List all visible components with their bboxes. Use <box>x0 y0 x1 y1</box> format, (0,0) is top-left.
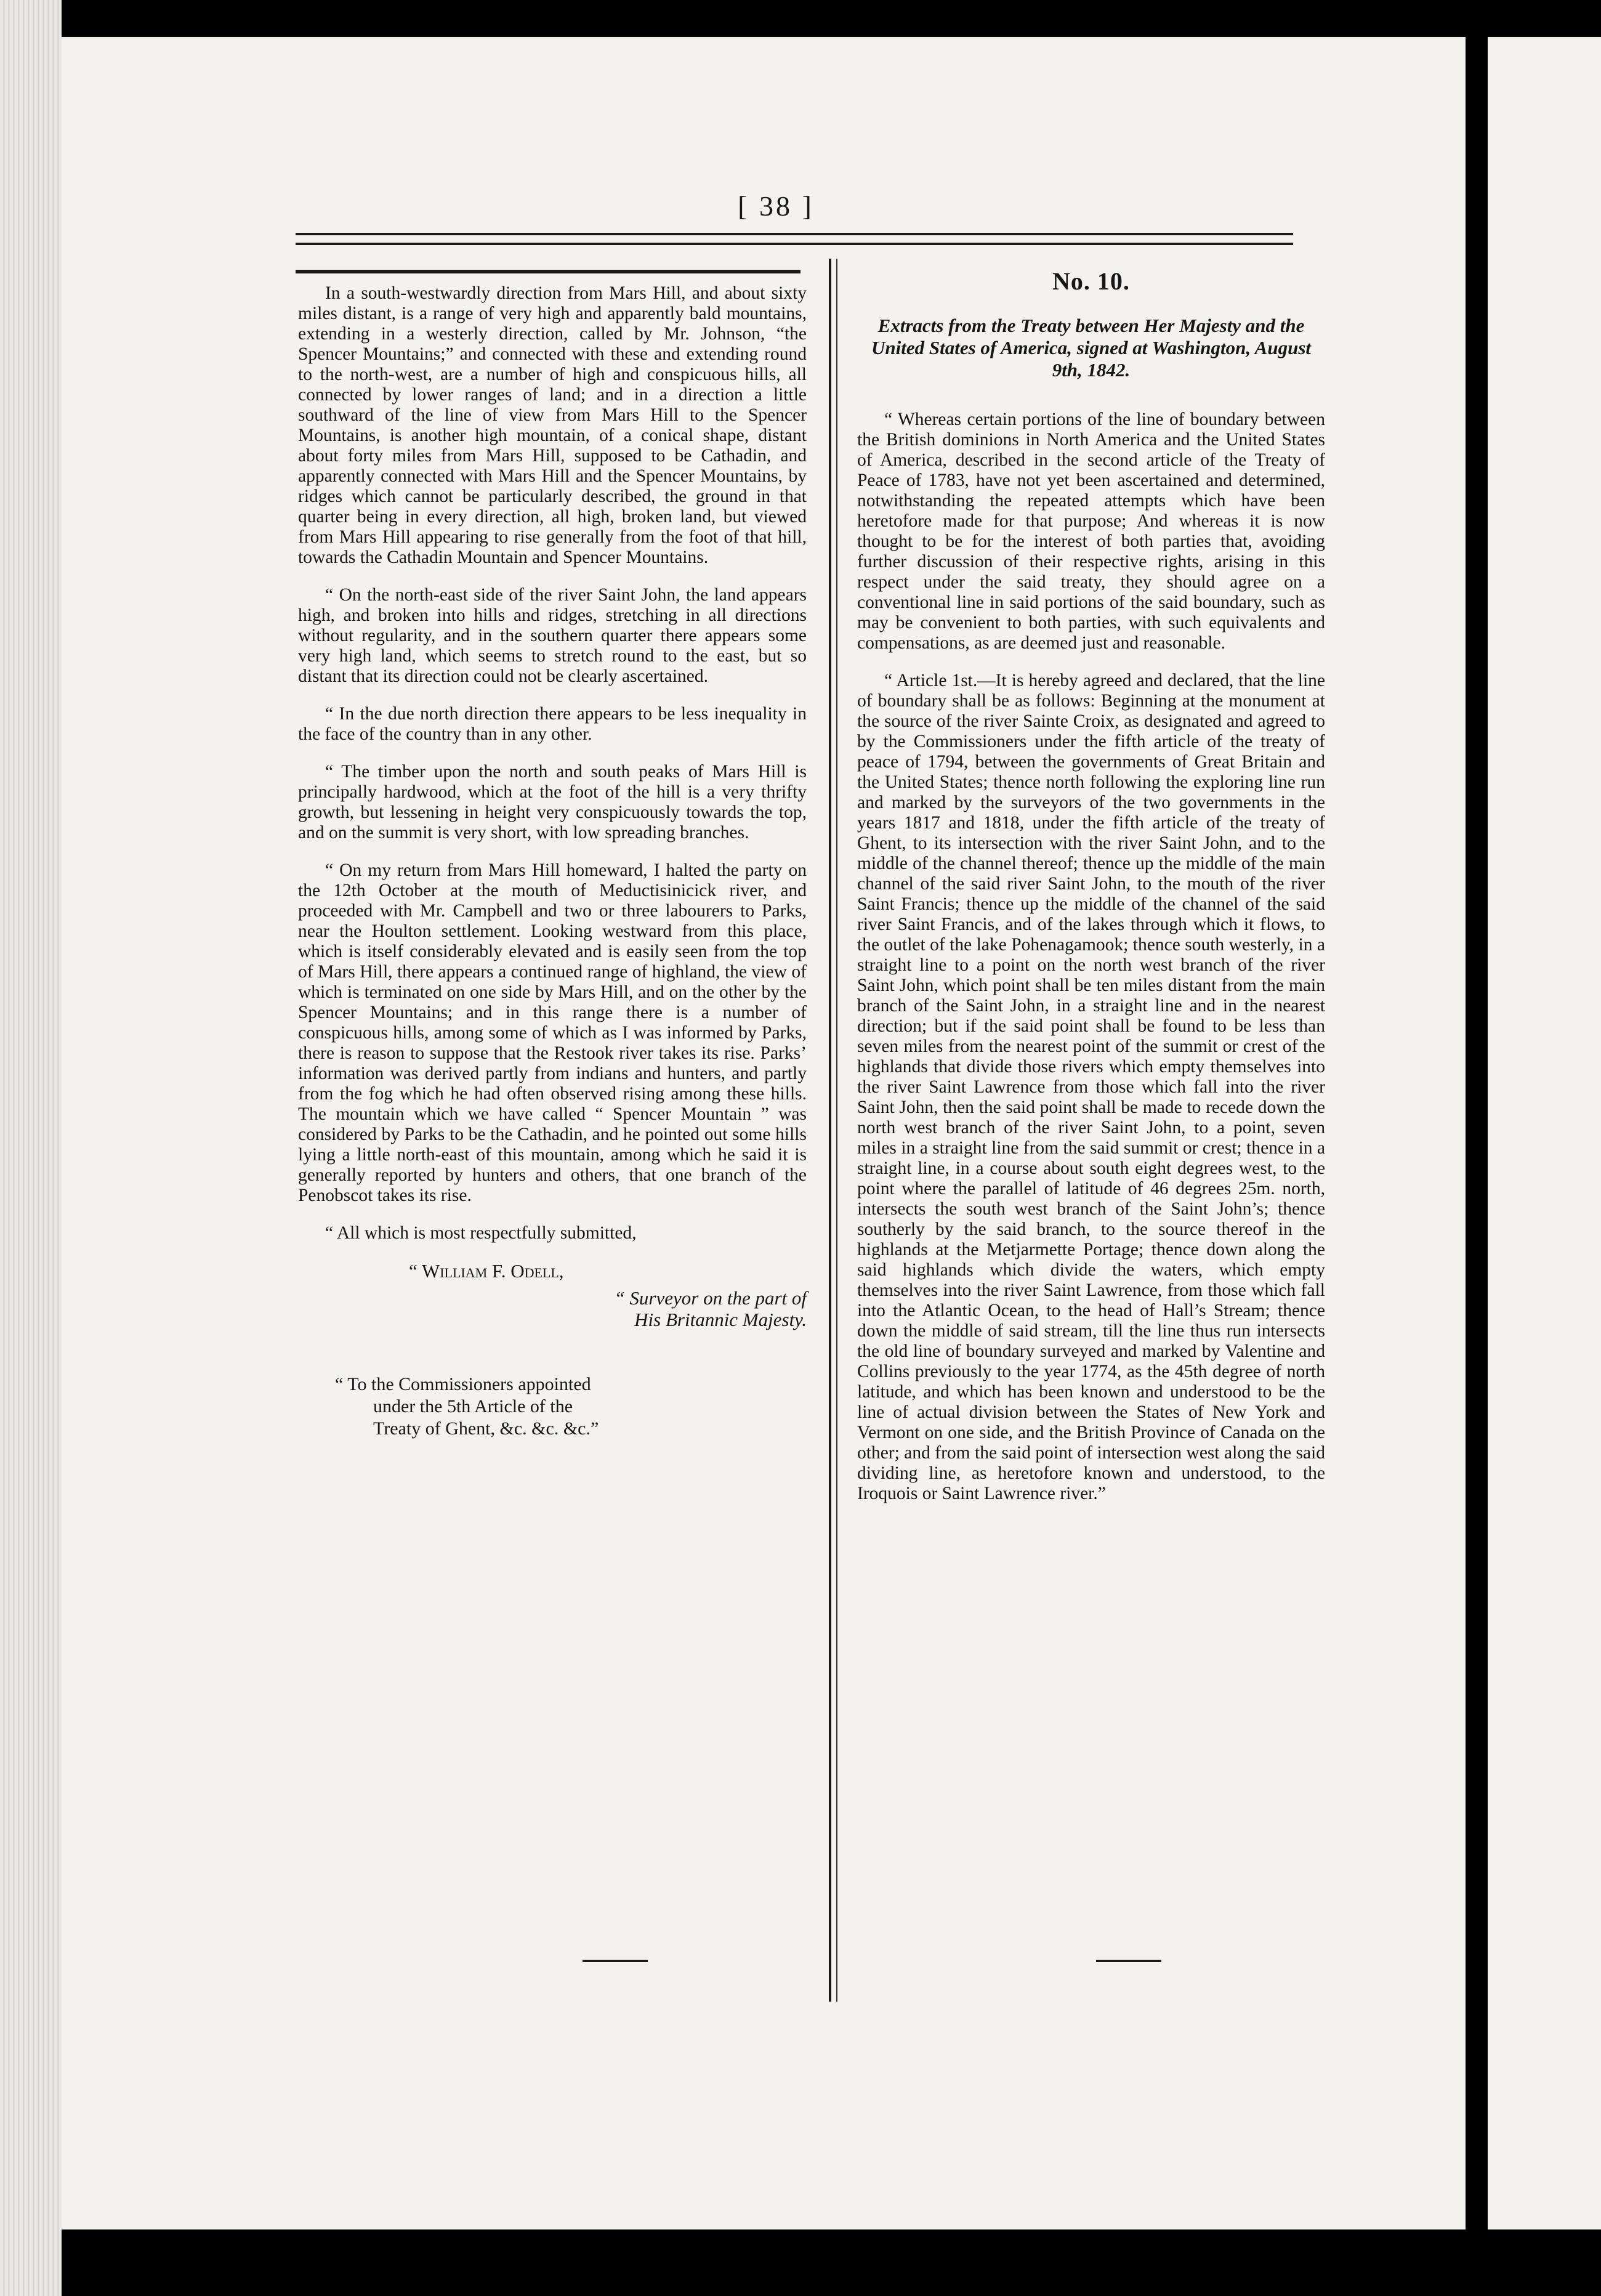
end-rule-left <box>583 1960 648 1962</box>
section-subheading: Extracts from the Treaty between Her Majesty and the United States of America, signed at Washington, August 9th, 1842. <box>871 315 1311 381</box>
signature-name: “ William F. Odell, <box>409 1260 564 1282</box>
column-divider <box>829 259 831 2002</box>
address-line: under the 5th Article of the <box>373 1396 573 1417</box>
closing-line: “ All which is most respectfully submitted, <box>325 1223 637 1243</box>
page-number: [ 38 ] <box>738 190 814 222</box>
section-heading: No. 10. <box>1052 267 1130 295</box>
signature-title-line: His Britannic Majesty. <box>634 1309 807 1330</box>
paragraph: “ On the north-east side of the river Saint John, the land appears high, and broken into hills and ridges, stretching in all directions without regularity, and in the southern quarter there appears some very high land, which seems to stretch round to the east, but so distant that its direction could not be clearly ascertained. <box>298 585 807 686</box>
signature-title-line: “ Surveyor on the part of <box>614 1287 807 1309</box>
right-column <box>857 267 1325 1521</box>
paragraph: “ On my return from Mars Hill homeward, I halted the party on the 12th October at the mouth of Meductisinicick river, and proceeded with Mr. Campbell and two or three labourers to Parks, near the Houlton settlement. Looking westward from this place, which is itself considerably elevated and is easily seen from the top of Mars Hill, there appears a continued range of highland, the view of which is terminated on one side by Mars Hill, and on the other by the Spencer Mountains; and in this range there is a number of conspicuous hills, among some of which as I was informed by Parks, there is reason to suppose that the Restook river takes its rise. Parks’ information was derived partly from indians and hunters, and partly from the fog which he had often observed rising among these hills. The mountain which we have called “ Spencer Mountain ” was considered by Parks to be the Cathadin, and he pointed out some hills lying a little north-east of this mountain, among which he said it is generally reported by hunters and others, that one branch of the Penobscot takes its rise. <box>298 860 807 1205</box>
paragraph: “ In the due north direction there appears to be less inequality in the face of the country than in any other. <box>298 704 807 744</box>
header-double-rule <box>296 233 1293 245</box>
page-edges <box>0 0 62 2296</box>
address-line: “ To the Commissioners appointed <box>335 1374 591 1394</box>
address-block <box>335 1373 807 1440</box>
book-gutter <box>1466 0 1488 2296</box>
column-divider-secondary <box>836 259 837 2002</box>
header-rule-left <box>296 270 800 273</box>
left-column <box>298 283 807 1440</box>
paragraph: “ Article 1st.—It is hereby agreed and declared, that the line of boundary shall be as follows: Beginning at the monument at the source of the river Sainte Croix, as designated and agreed to by the Commissioners under the fifth article of the treaty of peace of 1794, between the governments of Great Britain and the United States; thence north following the exploring line run and marked by the surveyors of the two governments in the years 1817 and 1818, under the fifth article of the treaty of Ghent, to its intersection with the river Saint John, and to the middle of the channel thereof; thence up the middle of the main channel of the said river Saint John, to the mouth of the river Saint Francis; thence up the middle of the channel of the said river Saint Francis, and of the lakes through which it flows, to the outlet of the lake Pohenagamook; thence south westerly, in a straight line to a point on the north west branch of the river Saint John, which point shall be ten miles distant from the main branch of the Saint John, in a straight line and in the nearest direction; but if the said point shall be found to be less than seven miles from the nearest point of the summit or crest of the highlands that divide those rivers which empty themselves into the river Saint Lawrence from those which fall into the river Saint John, then the said point shall be made to recede down the north west branch of the river Saint John, to a point, seven miles in a straight line from the said summit or crest; thence in a straight line, in a course about south eight degrees west, to the point where the parallel of latitude of 46 degrees 25m. north, intersects the south west branch of the Saint John’s; thence southerly by the said branch, to the source thereof in the highlands at the Metjarmette Portage; thence down along the said highlands which divide the waters, which empty themselves into the river Saint Lawrence, from those which fall into the Atlantic Ocean, to the head of Hall’s Stream; thence down the middle of said stream, till the line thus run intersects the old line of boundary surveyed and marked by Valentine and Collins previously to the year 1774, as the 45th degree of north latitude, and which has been known and understood to be the line of actual division between the States of New York and Vermont on one side, and the British Province of Canada on the other; and from the said point of intersection west along the said dividing line, as heretofore known and understood, to the Iroquois or Saint Lawrence river.” <box>857 671 1325 1503</box>
facing-page-edge <box>1488 37 1601 2229</box>
signature-title <box>298 1287 807 1330</box>
address-line: Treaty of Ghent, &c. &c. &c.” <box>373 1418 599 1439</box>
end-rule-right <box>1096 1960 1161 1962</box>
paragraph: “ The timber upon the north and south peaks of Mars Hill is principally hardwood, which at the foot of the hill is a very thrifty growth, but lessening in height very conspicuously towards the top, and on the summit is very short, with low spreading branches. <box>298 762 807 843</box>
paragraph: “ Whereas certain portions of the line of boundary between the British dominions in North America and the United States of America, described in the second article of the Treaty of Peace of 1783, have not yet been ascertained and determined, notwithstanding the repeated attempts which have been heretofore made for that purpose; And whereas it is now thought to be for the interest of both parties that, avoiding further discussion of their respective rights, arising in this respect under the said treaty, they should agree on a conventional line in said portions of the said boundary, such as may be convenient to both parties, with such equivalents and compensations, as are deemed just and reasonable. <box>857 410 1325 653</box>
paragraph: In a south-westwardly direction from Mars Hill, and about sixty miles distant, is a range of very high and apparently bald mountains, extending in a westerly direction, called by Mr. Johnson, “the Spencer Mountains;” and connected with these and extending round to the north-west, are a number of high and conspicuous hills, all connected by lower ranges of land; and in a direction a little southward of the line of view from Mars Hill to the Spencer Mountains, is another high mountain, of a conical shape, distant about forty miles from Mars Hill, supposed to be Cathadin, and apparently connected with Mars Hill and the Spencer Mountains, by ridges which cannot be particularly described, the ground in that quarter being in every direction, all high, broken land, but viewed from Mars Hill appearing to rise generally from the foot of that hill, towards the Cathadin Mountain and Spencer Mountains. <box>298 283 807 567</box>
